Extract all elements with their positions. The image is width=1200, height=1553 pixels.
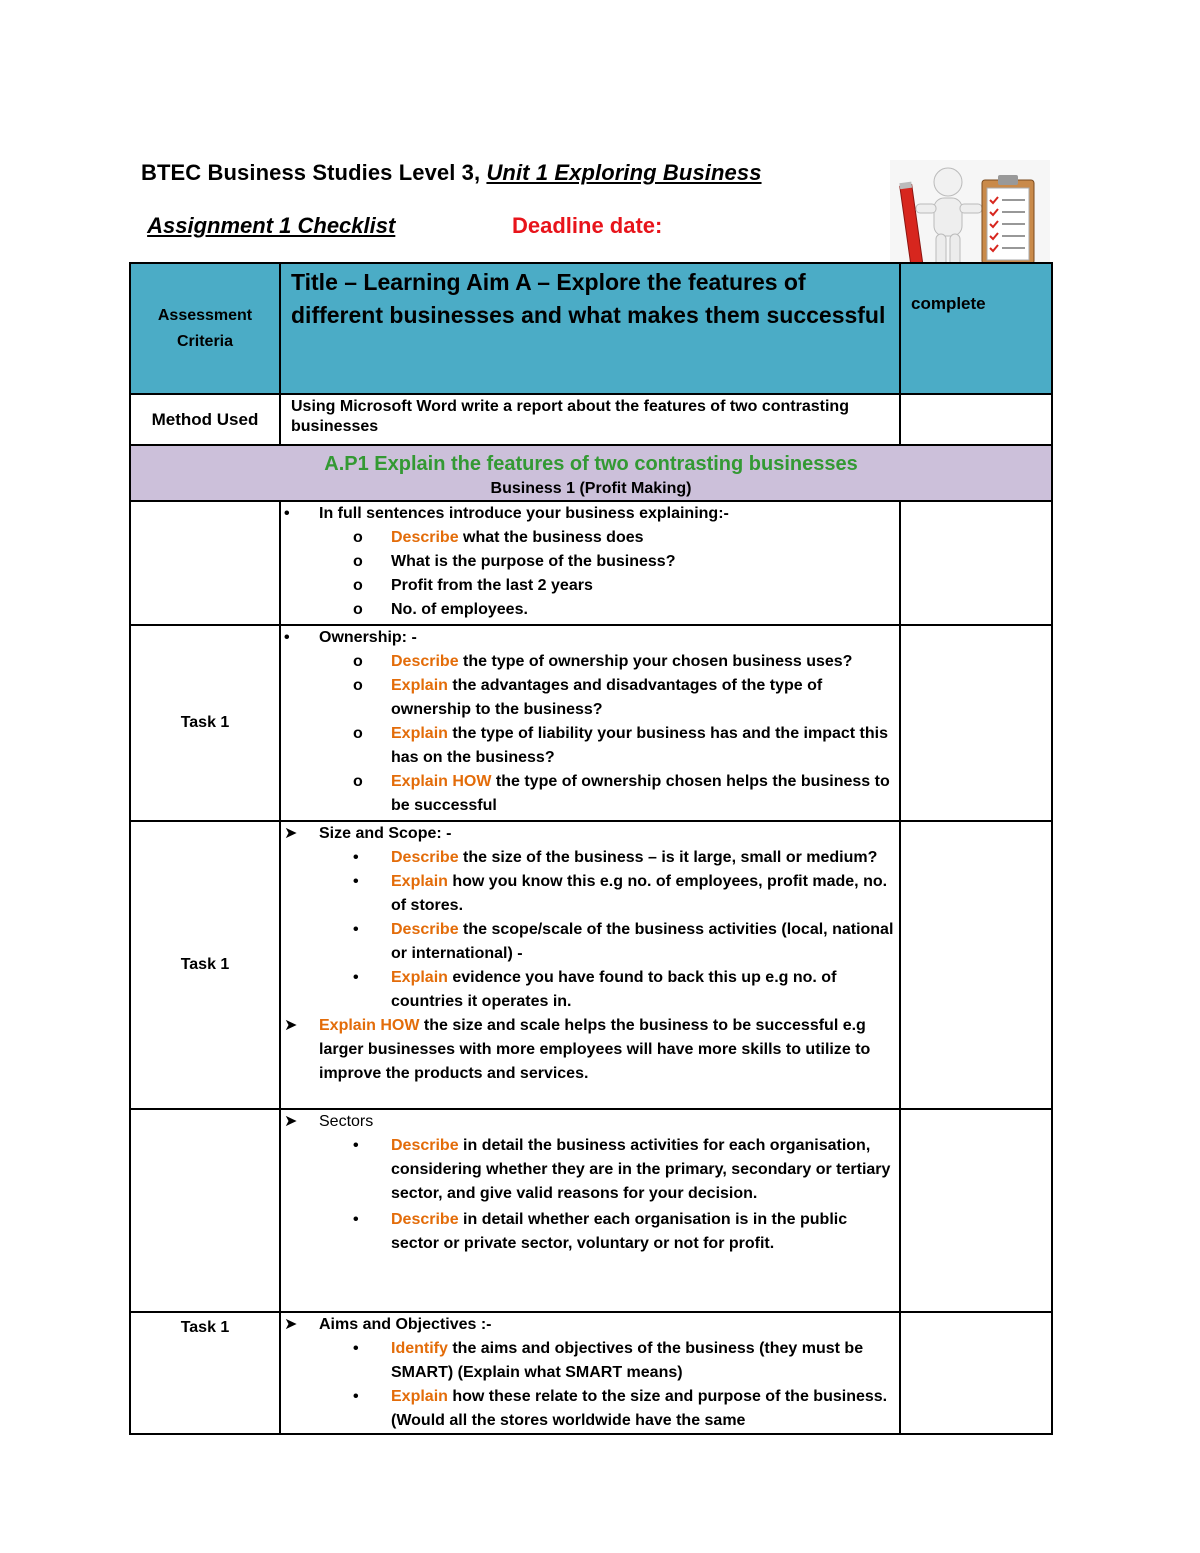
assignment-checklist-table: [129, 262, 1053, 1435]
bullet-icon: •: [353, 873, 359, 890]
list-item: Explain evidence you have found to back this up e.g no. of countries it operates in.: [391, 969, 837, 1010]
task-content-cell: [280, 821, 900, 1109]
table-row: [130, 1312, 1052, 1434]
header-assessment-criteria: Assessment Criteria: [130, 263, 280, 394]
method-label: Method Used: [130, 394, 280, 445]
list-item: Describe what the business does: [391, 529, 644, 546]
bullet-icon: •: [353, 969, 359, 986]
arrow-bullet-icon: ➤: [284, 1017, 298, 1034]
method-text: Using Microsoft Word write a report about the features of two contrasting businesses: [280, 394, 900, 445]
section-header-row: [130, 445, 1052, 501]
header-learning-aim-title: Title – Learning Aim A – Explore the features of different businesses and what makes them successful: [280, 263, 900, 394]
circle-bullet-icon: o: [353, 677, 363, 694]
section-title: A.P1 Explain the features of two contrasting businesses: [324, 453, 858, 475]
list-item: Explain the type of liability your business has and the impact this has on the business?: [391, 725, 888, 766]
table-row: [130, 1109, 1052, 1312]
complete-cell: [900, 821, 1052, 1109]
task-label: Task 1: [130, 1312, 280, 1434]
list-item: Explain HOW the size and scale helps the business to be successful e.g larger businesses with more employees will have more skills to utilize to improve the products and services.: [319, 1017, 871, 1082]
list-item: Explain how these relate to the size and purpose of the business. (Would all the stores worldwide have the same: [391, 1388, 888, 1429]
list-item: Explain how you know this e.g no. of employees, profit made, no. of stores.: [391, 873, 888, 914]
bullet-icon: •: [353, 849, 359, 866]
task-content-cell: [280, 1109, 900, 1312]
list-item: What is the purpose of the business?: [391, 553, 676, 570]
header-complete: complete: [900, 263, 1052, 394]
assignment-heading: [141, 213, 395, 239]
complete-cell: [900, 625, 1052, 821]
arrow-bullet-icon: ➤: [284, 1316, 298, 1333]
bullet-icon: •: [284, 505, 290, 522]
task-content-cell: [280, 1312, 900, 1434]
task-label-cell: [130, 1109, 280, 1312]
assignment-title: Assignment 1 Checklist: [147, 213, 396, 238]
task-intro: Sectors: [319, 1113, 374, 1130]
task-label: Task 1: [130, 625, 280, 821]
complete-cell: [900, 501, 1052, 625]
task-content-cell: [280, 625, 900, 821]
deadline-label: Deadline date:: [512, 213, 663, 238]
list-item: Identify the aims and objectives of the business (they must be SMART) (Explain what SMART means): [391, 1340, 864, 1381]
title-main: BTEC Business Studies Level 3,: [141, 160, 487, 185]
list-item: Describe the size of the business – is it large, small or medium?: [391, 849, 878, 866]
bullet-icon: •: [353, 1340, 359, 1357]
table-row: [130, 501, 1052, 625]
task-intro: In full sentences introduce your business explaining:-: [319, 505, 729, 522]
table-row: [130, 625, 1052, 821]
task-intro: Size and Scope: -: [319, 825, 452, 842]
circle-bullet-icon: o: [353, 553, 363, 570]
complete-cell: [900, 394, 1052, 445]
list-item: Describe in detail the business activities for each organisation, considering whether they are in the primary, secondary or tertiary sector, and give valid reasons for your decision.: [391, 1137, 891, 1202]
list-item: No. of employees.: [391, 601, 528, 618]
table-row: [130, 821, 1052, 1109]
section-subtitle: Business 1 (Profit Making): [490, 480, 692, 497]
arrow-bullet-icon: ➤: [284, 1113, 298, 1130]
circle-bullet-icon: o: [353, 653, 363, 670]
circle-bullet-icon: o: [353, 601, 363, 618]
list-item: Explain the advantages and disadvantages of the type of ownership to the business?: [391, 677, 823, 718]
table-header-row: [130, 263, 1052, 394]
bullet-icon: •: [353, 1211, 359, 1228]
task-intro: Ownership: -: [319, 629, 417, 646]
circle-bullet-icon: o: [353, 577, 363, 594]
complete-cell: [900, 1312, 1052, 1434]
task-label: Task 1: [130, 821, 280, 1109]
bullet-icon: •: [353, 1388, 359, 1405]
page-title: [141, 160, 762, 186]
bullet-icon: •: [284, 629, 290, 646]
list-item: Describe the scope/scale of the business activities (local, national or international) -: [391, 921, 894, 962]
list-item: Describe the type of ownership your chosen business uses?: [391, 653, 853, 670]
title-unit: Unit 1 Exploring Business: [486, 160, 762, 185]
bullet-icon: •: [353, 921, 359, 938]
complete-cell: [900, 1109, 1052, 1312]
list-item: Profit from the last 2 years: [391, 577, 593, 594]
list-item: Describe in detail whether each organisation is in the public sector or private sector, voluntary or not for profit.: [391, 1211, 848, 1252]
arrow-bullet-icon: ➤: [284, 825, 298, 842]
circle-bullet-icon: o: [353, 725, 363, 742]
section-header-cell: [130, 445, 1052, 501]
circle-bullet-icon: o: [353, 773, 363, 790]
list-item: Explain HOW the type of ownership chosen helps the business to be successful: [391, 773, 890, 814]
bullet-icon: •: [353, 1137, 359, 1154]
task-intro: Aims and Objectives :-: [319, 1316, 492, 1333]
task-label-cell: [130, 501, 280, 625]
method-row: [130, 394, 1052, 445]
task-content-cell: [280, 501, 900, 625]
circle-bullet-icon: o: [353, 529, 363, 546]
